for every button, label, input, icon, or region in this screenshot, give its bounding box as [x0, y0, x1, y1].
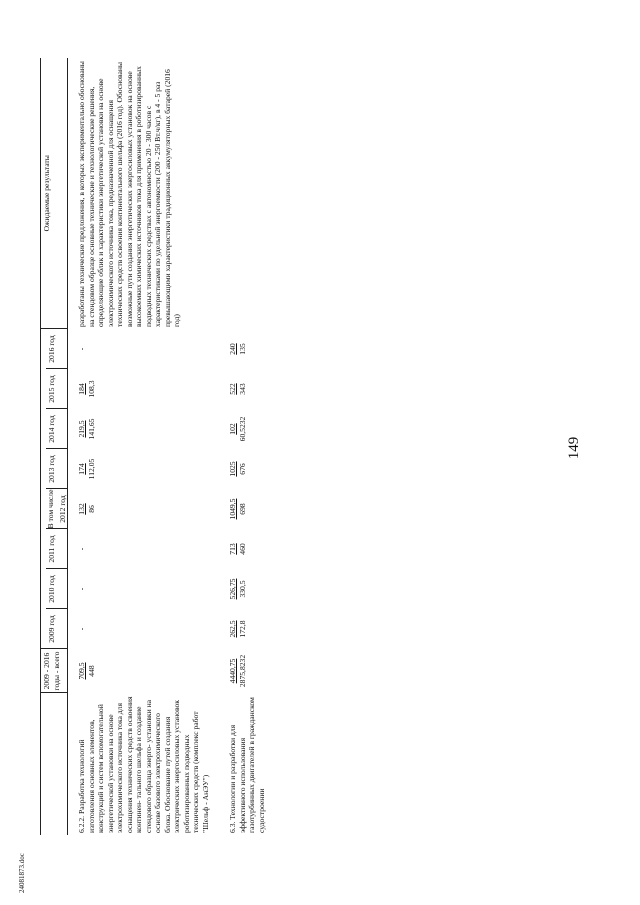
row-2009: - — [77, 627, 86, 631]
header-year-2013: 2013 год — [46, 449, 68, 489]
table-row — [227, 58, 267, 835]
header-year-2010: 2010 год — [46, 569, 68, 609]
row-2014: 219,5 141,65 — [77, 418, 96, 440]
row-2016: - — [77, 347, 86, 351]
row-2011: - — [77, 547, 86, 551]
row-2016: 240 135 — [228, 343, 247, 355]
row-2013: 1025 676 — [228, 461, 247, 477]
header-year-2012: В том числе 2012 год — [46, 489, 67, 529]
row-2015: 522 343 — [228, 383, 247, 395]
row-name: 6.3. Технологии и разработки для эффективного использования газотурбинных двигателей в гражданском судостроении — [228, 697, 266, 833]
header-name — [41, 693, 68, 835]
row-total: 709,5 448 — [77, 662, 96, 680]
header-subgroup: В том числе — [46, 489, 55, 529]
header-total: 2009 - 2016 годы - всего — [41, 649, 68, 693]
row-2013: 174 112,05 — [77, 458, 96, 480]
row-2015: 184 108,3 — [77, 380, 96, 398]
table-row — [76, 58, 211, 835]
row-2012: 132 86 — [77, 503, 96, 515]
row-2010: - — [77, 587, 86, 591]
header-year-2009: 2009 год — [46, 609, 68, 649]
page-number: 149 — [566, 436, 582, 460]
header-year-2011: 2011 год — [46, 529, 68, 569]
row-expected: разработаны технические предложения, в которых экспериментально обоснованы на стендовом образце основные технические и технологические решения, определяющие облик и характеристики энергетической установки на основе электрохимического источника тока, предназначенной для оснащения технических средств освоения континентального шельфа (2016 год). Обоснованы возможные пути создания энергетических энергосиловых установок на основе высокоемких химических источников тока для применения в роботизированных подводных технических средствах с автономностью 20 - 300 часов с характеристиками по удельной энергоемкости (200 - 250 Вт.ч/кг), в 4 - 5 раз превышающими характеристики традиционных аккумуляторных батарей (2016 год) — [77, 61, 181, 327]
row-2009: 262,5 172,8 — [228, 620, 247, 638]
header-year-2015: 2015 год — [46, 369, 68, 409]
header-year-2016: 2016 год — [46, 329, 68, 369]
header-expected: Ожидаемые результаты — [41, 58, 68, 329]
program-table — [40, 58, 267, 835]
header-year-2014: 2014 год — [46, 409, 68, 449]
row-2012: 1049,5 698 — [228, 498, 247, 520]
row-2011: 713 460 — [228, 543, 247, 555]
document-code: 24081873.doc — [18, 853, 26, 893]
row-2014: 102 60,5232 — [228, 416, 247, 442]
row-2010: 526,75 330,5 — [228, 578, 247, 600]
row-total: 4440,75 2875,8232 — [228, 654, 247, 688]
row-expected — [227, 58, 267, 329]
row-name: 6.2.2. Разработка технологий изготовления основных элементов, конструкций и систем вспомогательной энергетической установки на основе электрохимического источника тока для оснащения технических средств освоения континен- тального шельфа и создание стендового образца энерго- установки на основе базового электрохимического блока. Обоснование путей создания электрических энергосиловых установок роботизированных подводных технических средств (комплекс работ "Шельф - АнЭУ") — [77, 696, 210, 833]
